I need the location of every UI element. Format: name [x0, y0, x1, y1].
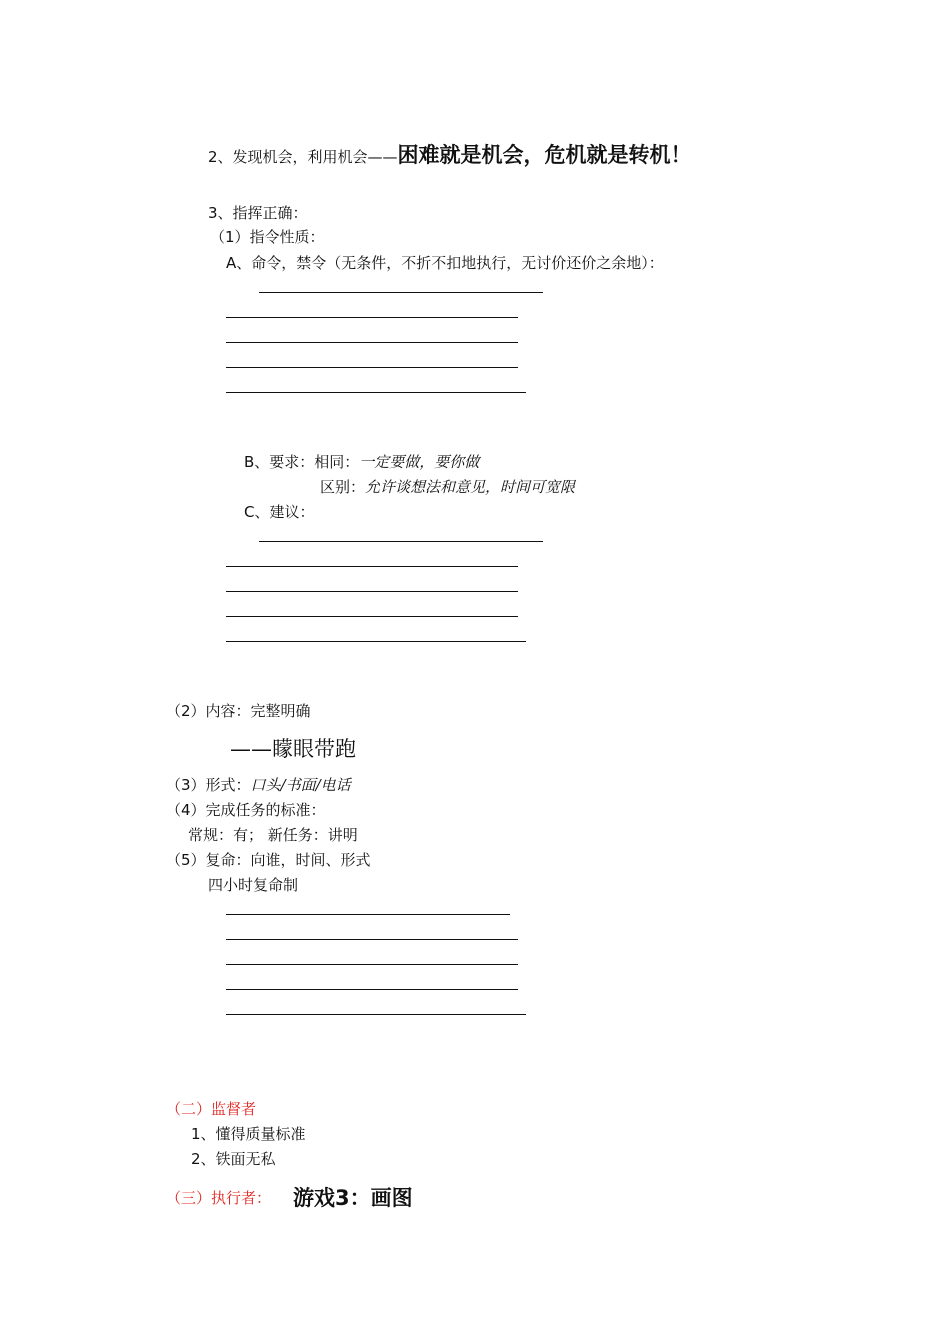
blank-line — [226, 566, 518, 567]
item-a-command: A、命令，禁令（无条件，不折不扣地执行，无讨价还价之余地）： — [226, 254, 664, 272]
supervisor-item-2: 2、铁面无私 — [191, 1150, 276, 1168]
blank-line — [226, 591, 518, 592]
report-back-heading: （5）复命：向谁，时间、形式 — [166, 851, 371, 869]
blank-line — [226, 616, 518, 617]
section-2-line — [208, 142, 692, 168]
item-c-suggestion: C、建议： — [244, 503, 315, 521]
form-line — [166, 775, 351, 795]
drawing-game: 游戏3：画图 — [293, 1186, 413, 1210]
supervisor-heading: （二）监督者 — [166, 1100, 257, 1118]
blank-line — [226, 939, 518, 940]
blank-line — [259, 292, 543, 293]
supervisor-item-1: 1、懂得质量标准 — [191, 1125, 306, 1143]
section-2-prefix: 2、发现机会，利用机会—— — [208, 148, 398, 166]
blank-line — [259, 541, 543, 542]
form-label: （3）形式： — [166, 776, 251, 794]
section-3-title: 3、指挥正确： — [208, 204, 308, 222]
blank-line — [226, 367, 518, 368]
section-2-emphasis: 困难就是机会，危机就是转机！ — [397, 143, 692, 167]
blindfold-game: ——矇眼带跑 — [230, 737, 356, 761]
blank-line — [226, 989, 518, 990]
item-b-difference — [320, 477, 575, 497]
item-b-diff-value: 允许谈想法和意见，时间可宽限 — [365, 478, 576, 496]
item-b-diff-label: 区别： — [320, 478, 366, 496]
blank-line — [226, 641, 526, 642]
blank-line — [226, 392, 526, 393]
executor-heading: （三）执行者： — [166, 1189, 272, 1207]
blank-line — [226, 1014, 526, 1015]
standard-detail: 常规：有； 新任务：讲明 — [188, 826, 358, 844]
report-back-detail: 四小时复命制 — [208, 876, 299, 894]
standard-heading: （4）完成任务的标准： — [166, 801, 326, 819]
item-b-request — [244, 452, 479, 472]
directive-nature-heading: （1）指令性质： — [210, 228, 325, 246]
blank-line — [226, 964, 518, 965]
blank-line — [226, 914, 510, 915]
form-value: 口头/书面/电话 — [250, 776, 351, 794]
item-b-same: 一定要做，要你做 — [359, 453, 480, 471]
blank-line — [226, 342, 518, 343]
content-heading: （2）内容：完整明确 — [166, 702, 311, 720]
blank-line — [226, 317, 518, 318]
item-b-label: B、要求：相同： — [244, 453, 360, 471]
